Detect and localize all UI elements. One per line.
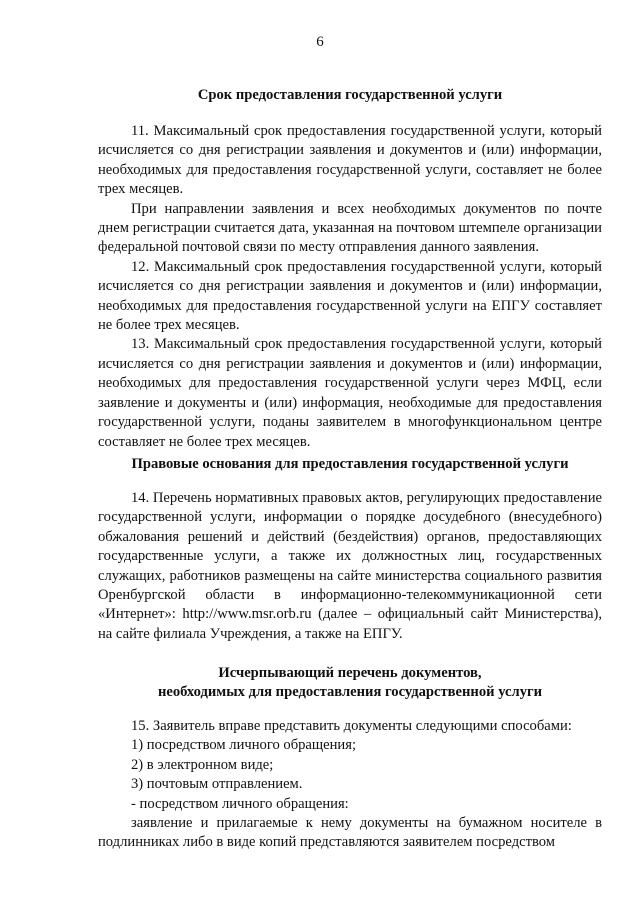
list-item-electronic: 2) в электронном виде;	[131, 756, 274, 773]
list-item-personal-detail: - посредством личного обращения:	[131, 795, 349, 812]
section-heading-legal-basis: Правовые основания для предоставления государственной услуги	[131, 456, 569, 472]
paragraph-14: 14. Перечень нормативных правовых актов, регулирующих предоставление государственной услуги, информации о порядке досудебного (внесудебного) обжалования решений и действий (бездействия) органов, предоставляющих государственные услуги, а также их должностных лиц, государственных служащих, работников размещены на сайте министерства социального развития Оренбургской области в информационно-телекоммуникационной сети «Интернет»: http://www.msr.orb.ru (далее – официальный сайт Министерства), на сайте филиала Учреждения, а также на ЕПГУ.	[98, 490, 603, 642]
paragraph-13: 13. Максимальный срок предоставления государственной услуги, который исчисляется со дня регистрации заявления и документов и (или) информации, необходимых для предоставления государственной услуги через МФЦ, если заявление и документы и (или) информация, необходимые для предоставления государственной услуги, поданы заявителем в многофункциональном центре составляет не более трех месяцев.	[98, 336, 602, 450]
section-heading-line-2: необходимых для предоставления государственной услуги	[157, 684, 543, 701]
list-item-mail: 3) почтовым отправлением.	[131, 776, 303, 793]
paragraph-15: 15. Заявитель вправе представить документы следующими способами:	[131, 718, 572, 734]
paragraph-mail-registration: При направлении заявления и всех необходимых документов по почте днем регистрации считается дата, указанная на почтовом штемпеле организации федеральной почтовой связи по месту отправления данного заявления.	[98, 200, 602, 256]
paragraph-11: 11. Максимальный срок предоставления государственной услуги, который исчисляется со дня регистрации заявления и документов и (или) информации, необходимых для предоставления государственной услуги, составляет не более трех месяцев.	[98, 123, 602, 198]
section-heading-service-term: Срок предоставления государственной услуги	[197, 87, 503, 103]
section-body-documents-list	[98, 717, 602, 853]
paragraph-12: 12. Максимальный срок предоставления государственной услуги, который исчисляется со дня регистрации заявления и документов и (или) информации, необходимых для предоставления государственной услуги на ЕПГУ составляет не более трех месяцев.	[98, 258, 602, 334]
list-item-personal: 1) посредством личного обращения;	[131, 737, 357, 754]
section-body-service-term	[98, 122, 602, 452]
section-body-legal-basis	[98, 489, 602, 644]
section-heading-documents-list	[98, 664, 602, 703]
page-number: 6	[316, 34, 324, 50]
paragraph-paper-documents: заявление и прилагаемые к нему документы на бумажном носителе в подлинниках либо в виде копий представляются заявителем посредством	[98, 815, 602, 851]
section-heading-line-1: Исчерпывающий перечень документов,	[218, 665, 482, 681]
